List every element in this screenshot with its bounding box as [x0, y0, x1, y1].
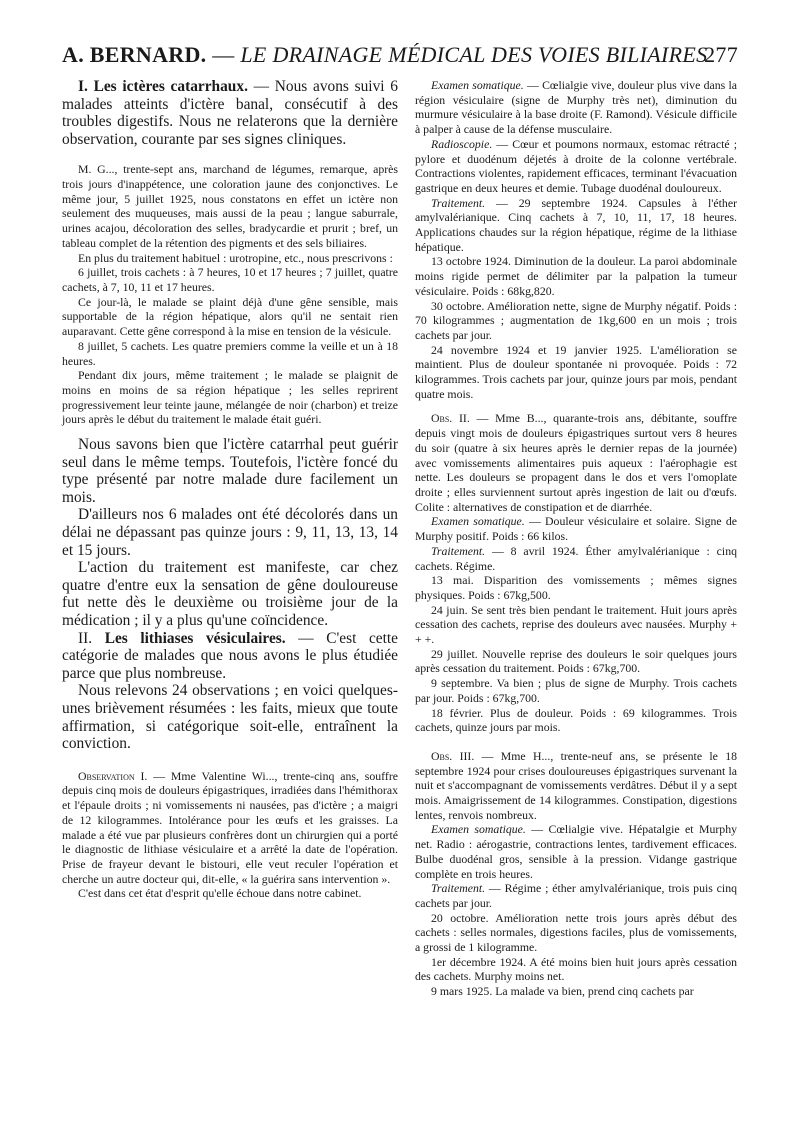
followup-paragraph: 9 septembre. Va bien ; plus de signe de Murphy. Trois cachets par jour. Poids : 67kg,700.: [415, 676, 737, 705]
case-paragraph: Ce jour-là, le malade se plaint déjà d'une gêne sensible, mais supportable de la région hépatique, alors qu'il ne sentait rien auparavant. Cette gêne correspond à la mise en tension de la vésicule.: [62, 294, 398, 339]
left-column: [62, 78, 398, 901]
observation-2: Obs. II. — Mme B..., quarante-trois ans, débitante, souffre depuis vingt mois de douleurs épigastriques surtout vers 8 heures du soir (quatre à six heures après le dernier repas de la journée) avec vomissements alimentaires puis aqueux : l'aérophagie est nette. Les douleurs se propagent dans le dos et vers l'omoplate droite ; elles surviennent surtout après ingestion de lait ou d'œufs. Colite : alternatives de constipation et de diarrhée.: [415, 411, 737, 514]
section-1-intro: I. Les ictères catarrhaux. — Nous avons suivi 6 malades atteints d'ictère banal, consécutif à des troubles digestifs. Nous ne relaterons que la dernière observation, courante par ses signes cliniques.: [62, 78, 398, 148]
observation-1-last: C'est dans cet état d'esprit qu'elle échoue dans notre cabinet.: [78, 886, 362, 901]
page-number: 277: [704, 42, 738, 67]
observation-3-label: Obs. III.: [431, 748, 475, 763]
followup-paragraph: 13 mai. Disparition des vomissements ; mêmes signes physiques. Poids : 67kg,500.: [415, 573, 737, 602]
body-paragraph: Nous relevons 24 observations ; en voici quelques-unes brièvement résumées : les faits, mieux que toute affirmation, si catégorique soit-elle, entraînent la conviction.: [62, 682, 398, 753]
case-paragraph: M. G..., trente-sept ans, marchand de légumes, remarque, après trois jours d'inappétence, une coloration jaune des conjonctives. Le même jour, 5 juillet 1925, nous constatons en effet un ictère non seulement des muqueuses, mais aussi de la peau ; langue saburrale, urines acajou, décoloration des selles, bradycardie et prurit ; bref, un tableau complet de la rétention des pigments et des sels biliaires.: [62, 162, 398, 250]
section-2-intro: II. Les lithiases vésiculaires. — C'est cette catégorie de malades que nous avons le plus étudiée parce que plus nombreuse.: [62, 629, 399, 682]
followup-paragraph: 9 mars 1925. La malade va bien, prend cinq cachets par: [431, 984, 694, 999]
right-column: [415, 78, 737, 999]
header-separator: —: [206, 42, 241, 67]
treatment-paragraph: Traitement. — 29 septembre 1924. Capsules à l'éther amylvalérianique. Cinq cachets à 7, 10, 11, 17, 18 heures. Applications chaudes sur la région hépatique, régime de la lithiase hépatique.: [415, 195, 737, 254]
case-paragraph: Pendant dix jours, même traitement ; le malade se plaignit de moins en moins de sa région hépatique ; les selles reprirent progressivement leur teinte jaune, mélangée de noir (charbon) et treize jours après le début du traitement le malade était guéri.: [62, 368, 398, 427]
followup-paragraph: 29 juillet. Nouvelle reprise des douleurs le soir quelques jours après cessation du traitement. Poids : 67kg,700.: [415, 646, 737, 676]
body-paragraph: D'ailleurs nos 6 malades ont été décolorés dans un délai ne dépassant pas quinze jours : 9, 11, 13, 13, 14 et 15 jours.: [62, 506, 398, 559]
header-title: LE DRAINAGE MÉDICAL DES VOIES BILIAIRES: [240, 42, 708, 67]
body-paragraph: Nous savons bien que l'ictère catarrhal peut guérir seul dans le même temps. Toutefois, l'ictère foncé du type présenté par notre malade dure facilement un mois.: [62, 436, 398, 506]
exam-paragraph: Examen somatique. — Cœlialgie vive, douleur plus vive dans la région vésiculaire (signe de Murphy très net), diminution du murmure vésiculaire à la base droite (F. Ramond). Vésicule difficile à palper à cause de la défense musculaire.: [415, 78, 737, 137]
case-paragraph: 8 juillet, 5 cachets. Les quatre premiers comme la veille et un à 18 heures.: [62, 338, 398, 368]
running-header: [62, 40, 738, 70]
followup-paragraph: 20 octobre. Amélioration nette trois jours après début des cachets : selles normales, digestions faciles, plus de vomissements, a grossi de 1 kilogramme.: [415, 910, 737, 955]
treatment-paragraph: Traitement. — Régime ; éther amylvalérianique, trois puis cinq cachets par jour.: [415, 881, 737, 910]
followup-paragraph: 13 octobre 1924. Diminution de la douleur. La paroi abdominale moins rigide permet de délimiter par la palpation la tumeur vésiculaire. Poids : 68kg,820.: [415, 254, 737, 298]
section-2-heading: Les lithiases vésiculaires.: [104, 629, 286, 647]
treatment-paragraph: Traitement. — 8 avril 1924. Éther amylvalérianique : cinq cachets. Régime.: [415, 543, 737, 573]
followup-paragraph: 1er décembre 1924. A été moins bien huit jours après cessation des cachets. Murphy moins net.: [415, 954, 737, 984]
body-paragraph: L'action du traitement est manifeste, car chez quatre d'entre eux la sensation de gêne douloureuse fut nette dès le deuxième ou troisième jour de la médication ; il y a plus qu'une coïncidence.: [62, 559, 398, 629]
observation-3: Obs. III. — Mme H..., trente-neuf ans, se présente le 18 septembre 1924 pour crises douloureuses épigastriques survenant la nuit et s'accompagnant de vomissements verdâtres. Début il y a sept mois. Amaigrissement de 14 kilogrammes. Constipation, digestions lentes, renvois nombreux.: [415, 748, 738, 822]
followup-paragraph: 18 février. Plus de douleur. Poids : 69 kilogrammes. Trois cachets, quinze jours par mois.: [415, 705, 737, 735]
exam-paragraph: Examen somatique. — Cœlialgie vive. Hépatalgie et Murphy net. Radio : aérogastrie, contractions lentes, tardivement efficaces. Bulbe duodénal gros, sensible à la pression. Vidange gastrique complète en trois heures.: [415, 822, 737, 881]
observation-1: Observation I. — Mme Valentine Wi..., trente-cinq ans, souffre depuis cinq mois de douleurs épigastriques, irradiées dans l'hémithorax et l'épaule droits ; ni vomissements ni nausées, pas d'ictère ; a maigri de 12 kilogrammes. Intolérance pour les œufs et les graisses. La malade a été vue par plusieurs confrères dont un chirurgien qui a porté le diagnostic de lithiase vésiculaire et a arrêté la date de l'opération. Prise de frayeur devant le bistouri, elle veut reculer l'opération et cherche un autre docteur qui, dit-elle, « la guérira sans intervention ».: [62, 768, 398, 886]
case-paragraph: En plus du traitement habituel : urotropine, etc., nous prescrivons :: [78, 250, 393, 265]
header-author: A. BERNARD.: [62, 42, 207, 67]
case-paragraph: 6 juillet, trois cachets : à 7 heures, 10 et 17 heures ; 7 juillet, quatre cachets, à 7, 10, 11 et 17 heures.: [62, 265, 398, 294]
radioscopy-paragraph: Radioscopie. — Cœur et poumons normaux, estomac rétracté ; pylore et duodénum déjetés à droite de la colonne vertébrale. Contractions violentes, rapidement efficaces, terminant l'évacuation gastrique en deux heures et demie. Tubage duodénal douloureux.: [415, 136, 737, 195]
followup-paragraph: 24 novembre 1924 et 19 janvier 1925. L'amélioration se maintient. Plus de douleur spontanée ni provoquée. Poids : 72 kilogrammes. Trois cachets par jour, quinze jours par mois, pendant quatre mois.: [415, 342, 737, 401]
followup-paragraph: 30 octobre. Amélioration nette, signe de Murphy négatif. Poids : 70 kilogrammes ; augmentation de 1kg,600 en un mois ; trois cachets par jour.: [415, 298, 737, 342]
followup-paragraph: 24 juin. Se sent très bien pendant le traitement. Huit jours après cessation des cachets, reprise des douleurs avec nausées. Murphy + + +.: [415, 602, 737, 647]
observation-1-label: Observation I.: [78, 768, 148, 783]
observation-2-label: Obs. II.: [431, 411, 470, 426]
section-1-heading: I. Les ictères catarrhaux.: [78, 78, 248, 95]
exam-paragraph: Examen somatique. — Douleur vésiculaire et solaire. Signe de Murphy positif. Poids : 66 kilos.: [415, 514, 737, 544]
